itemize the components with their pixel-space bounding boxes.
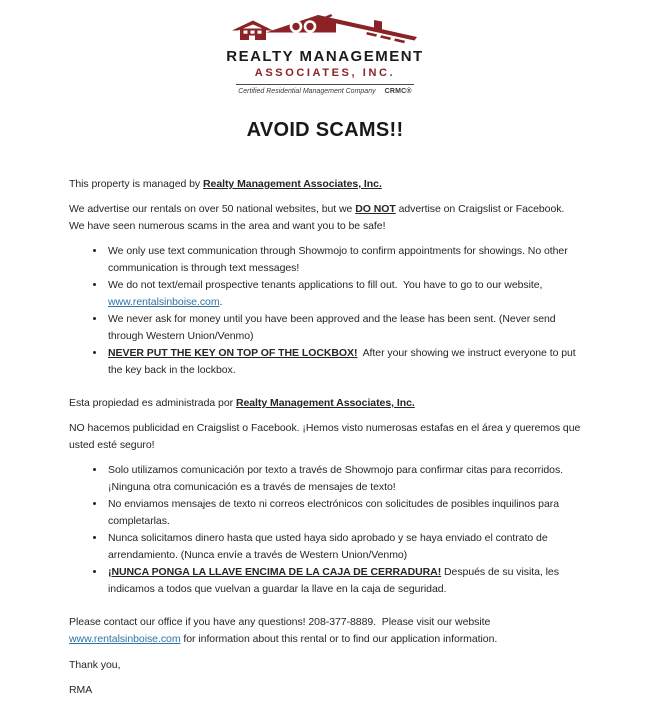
crmc-badge: CRMC® [384,88,412,95]
managed-by-line-es [69,395,581,412]
bullet-text: Solo utilizamos comunicación por texto a través de Showmojo para confirmar citas para recorridos. ¡Ninguna otra comunicación es a través de mensajes de texto! [108,464,566,493]
signature: RMA [69,684,93,696]
bullet-text: No enviamos mensajes de texto ni correos electrónicos con solicitudes de posibles inquilinos para completarlas. [108,498,562,527]
page-title: AVOID SCAMS!! [246,119,404,141]
advertising-text-post: advertise on Craigslist or Facebook. We have seen numerous scams in the area and want you to be safe! [69,203,571,232]
bullet-text: We only use text communication through Showmojo to confirm appointments for showings. No other communication is through text messages! [108,245,571,274]
contact-text-pre: Please contact our office if you have any questions! 208-377-8889. Please visit our website [69,616,494,628]
list-item-application-website [106,277,581,311]
lockbox-warning-emphasis: NEVER PUT THE KEY ON TOP OF THE LOCKBOX! [108,347,358,359]
advertising-notice [69,201,581,235]
thank-you-line: Thank you, [69,659,121,671]
bullet-text: Después de su visita, les indicamos a todos que vuelvan a guardar la llave en la caja de seguridad. [108,566,562,595]
list-item-never-ask-money-es [106,530,581,564]
logo-tagline-text: Certified Residential Management Company [238,88,376,95]
list-item-showmojo-es [106,462,581,496]
house-roofline-icon [69,14,581,44]
advertising-text-pre: We advertise our rentals on over 50 national websites, but we [69,203,356,215]
list-item-lockbox-warning [106,345,581,379]
company-logo [69,14,581,96]
company-name-es: Realty Management Associates, Inc. [235,397,415,409]
bullet-text: We never ask for money until you have been approved and the lease has been sent. (Never send through Western Union/Venmo) [108,313,559,342]
english-bullet-list [69,243,581,379]
managed-by-line [69,176,581,193]
spanish-bullet-list [69,462,581,598]
footer-section [69,614,581,699]
rentals-website-link-footer[interactable]: www.rentalsinboise.com [69,633,181,645]
logo-name-line1: REALTY MANAGEMENT [226,48,424,65]
bullet-text: . [219,296,223,308]
managed-by-text: This property is managed by [69,178,203,190]
bullet-text: Nunca solicitamos dinero hasta que usted haya sido aprobado y se haya enviado el contrato de arrendamiento. (Nunca envíe a través de Western Union/Venmo) [108,532,551,561]
list-item-showmojo [106,243,581,277]
list-item-lockbox-warning-es [106,564,581,598]
rentals-website-link[interactable]: www.rentalsinboise.com [108,296,220,308]
list-item-application-es [106,496,581,530]
managed-by-text-es: Esta propiedad es administrada por [69,397,236,409]
logo-tagline [69,87,581,96]
do-not-emphasis: DO NOT [355,203,396,215]
logo-divider [236,84,414,85]
bullet-text: We do not text/email prospective tenants applications to fill out. You have to go to our website, [108,279,546,291]
bullet-text: After your showing we instruct everyone to put the key back in the lockbox. [108,347,579,376]
company-name: Realty Management Associates, Inc. [203,178,382,190]
spanish-section [69,395,581,598]
list-item-never-ask-money [106,311,581,345]
contact-line [69,614,581,648]
logo-name-line2: ASSOCIATES, INC. [254,67,396,79]
english-section [69,176,581,379]
contact-text-post: for information about this rental or to find our application information. [180,633,498,645]
advertising-notice-es: NO hacemos publicidad en Craigslist o Facebook. ¡Hemos visto numerosas estafas en el área y queremos que usted esté seguro! [69,422,581,451]
lockbox-warning-emphasis-es: ¡NUNCA PONGA LA LLAVE ENCIMA DE LA CAJA DE CERRADURA! [108,566,442,578]
